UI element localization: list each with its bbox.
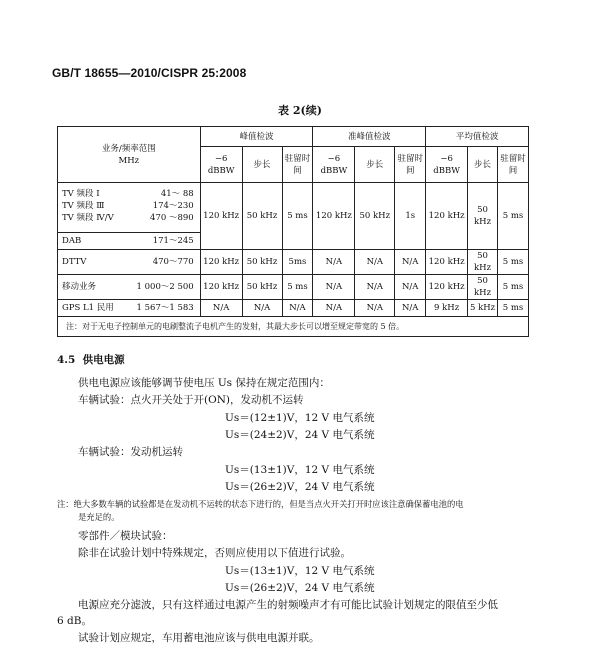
filter-paragraph: 电源应充分滤波，只有这样通过电源产生的射频噪声才有可能比试验计划规定的限值至少低 bbox=[78, 599, 498, 611]
formula: Us＝(24±2)V，24 V 电气系统 bbox=[225, 429, 375, 441]
table-cell: 50 kHz bbox=[355, 183, 395, 250]
subcol-step: 步长 bbox=[468, 147, 498, 183]
group-average: 平均值检波 bbox=[426, 127, 529, 147]
subcol-bw: −6 dBBW bbox=[313, 147, 355, 183]
table-cell: 5 ms bbox=[282, 183, 313, 250]
table-cell: 5 ms bbox=[498, 183, 529, 250]
table-row: DTTV 470～770 120 kHz 50 kHz 5ms N/A N/A N/A 120 kHz 50 kHz 5 ms bbox=[58, 250, 529, 275]
table-cell: 120 kHz bbox=[200, 183, 242, 250]
body-intro: 供电电源应该能够调节使电压 Us 保持在规定范围内： bbox=[78, 377, 330, 389]
table-cell: 50 kHz bbox=[242, 183, 282, 250]
vehicle-test-engine-off: 车辆试验：点火开关处于开(ON)，发动机不运转 bbox=[78, 394, 304, 406]
table-note: 注：对于无电子控制单元的电刷整流子电机产生的发射，其最大步长可以增至规定带宽的 5 倍。 bbox=[58, 317, 529, 337]
subcol-dwell: 驻留时间 bbox=[395, 147, 426, 183]
battery-paragraph: 试验计划应规定，车用蓄电池应该与供电电源并联。 bbox=[78, 632, 320, 644]
filter-paragraph-end: 6 dB。 bbox=[57, 615, 92, 627]
formula: Us＝(12±1)V，12 V 电气系统 bbox=[225, 412, 375, 424]
table-row: 移动业务 1 000～2 500 120 kHz 50 kHz 5 ms N/A N/A N/A 120 kHz 50 kHz 5 ms bbox=[58, 275, 529, 300]
note-line: 注：绝大多数车辆的试验都是在发动机不运转的状态下进行的，但是当点火开关打开时应该注意确保蓄电池的电 bbox=[57, 499, 464, 509]
table-cell: 120 kHz bbox=[313, 183, 355, 250]
section-heading: 4.5 供电电源 bbox=[57, 354, 125, 366]
formula: Us＝(26±2)V，24 V 电气系统 bbox=[225, 582, 375, 594]
service-header: 业务/频率范围 MHz bbox=[58, 127, 201, 183]
subcol-step: 步长 bbox=[355, 147, 395, 183]
subcol-bw: −6 dBBW bbox=[426, 147, 468, 183]
component-test-intro: 除非在试验计划中特殊规定，否则应使用以下值进行试验。 bbox=[78, 547, 351, 559]
dab-cell: DAB 171～245 bbox=[58, 233, 201, 250]
subcol-dwell: 驻留时间 bbox=[498, 147, 529, 183]
document-header: GB/T 18655—2010/CISPR 25:2008 bbox=[52, 66, 247, 80]
table-cell: 120 kHz bbox=[426, 183, 468, 250]
group-quasi-peak: 准峰值检波 bbox=[313, 127, 426, 147]
subcol-dwell: 驻留时间 bbox=[282, 147, 313, 183]
formula: Us＝(13±1)V，12 V 电气系统 bbox=[225, 565, 375, 577]
table-row: GPS L1 民用 1 567～1 583 N/A N/A N/A N/A N/A N/A 9 kHz 5 kHz 5 ms bbox=[58, 300, 529, 317]
tv-bands-cell: TV 频段 Ⅰ 41～ 88 TV 频段 Ⅲ 174～230 TV 频段 Ⅳ/Ⅴ 470 ～890 bbox=[58, 183, 201, 233]
note-line: 是充足的。 bbox=[78, 512, 120, 522]
subcol-bw: −6 dBBW bbox=[200, 147, 242, 183]
table-cell: 1s bbox=[395, 183, 426, 250]
subcol-step: 步长 bbox=[242, 147, 282, 183]
component-test-title: 零部件／模块试验： bbox=[78, 530, 173, 542]
table-cell: 50 kHz bbox=[468, 183, 498, 250]
formula: Us＝(26±2)V，24 V 电气系统 bbox=[225, 481, 375, 493]
group-peak: 峰值检波 bbox=[200, 127, 313, 147]
formula: Us＝(13±1)V，12 V 电气系统 bbox=[225, 464, 375, 476]
detector-table bbox=[57, 126, 529, 337]
table-caption: 表 2(续) bbox=[278, 104, 322, 117]
vehicle-test-engine-running: 车辆试验：发动机运转 bbox=[78, 446, 183, 458]
